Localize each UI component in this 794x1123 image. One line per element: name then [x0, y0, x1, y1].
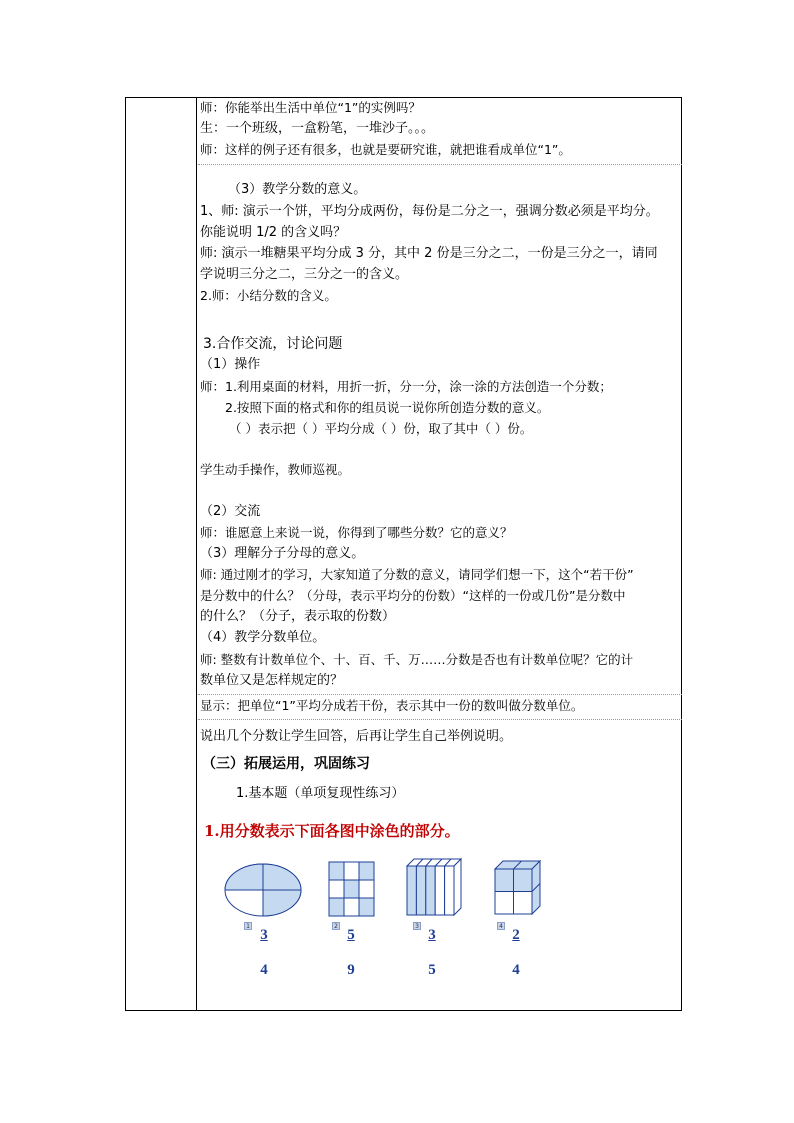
cube-figure [494, 860, 542, 916]
fraction-numerator: 3 [428, 927, 436, 943]
text-line: 说出几个分数让学生回答，后再让学生自己举例说明。 [200, 729, 513, 744]
text-line: 显示：把单位“1”平均分成若干份，表示其中一份的数叫做分数单位。 [200, 698, 584, 713]
fraction-numerator: 2 [512, 927, 520, 943]
dotted-separator [198, 164, 682, 165]
fraction-denominator: 4 [260, 962, 268, 978]
figure-marker: 4 [497, 922, 505, 930]
text-line: 生：一个班级，一盒粉笔，一堆沙子。。。 [200, 121, 435, 136]
fraction-denominator: 4 [512, 962, 520, 978]
figure-marker: 1 [244, 922, 252, 930]
figure-marker: 2 [332, 922, 340, 930]
section-heading: （三）拓展运用，巩固练习 [202, 756, 370, 772]
text-line: （1）操作 [200, 357, 261, 372]
text-line: （2）交流 [200, 504, 261, 519]
text-line: 的什么？（分子，表示取的份数） [200, 609, 396, 624]
text-line: 学生动手操作，教师巡视。 [200, 462, 351, 477]
text-line: （3）理解分子分母的意义。 [200, 546, 365, 561]
text-line: 2.师：小结分数的含义。 [200, 288, 337, 303]
lesson-content [198, 98, 682, 1010]
text-line: 师：1.利用桌面的材料，用折一折，分一分，涂一涂的方法创造一个分数； [200, 379, 612, 394]
fraction-denominator: 5 [428, 962, 436, 978]
fraction-denominator: 9 [347, 962, 355, 978]
prism-figure [406, 858, 462, 916]
text-line: 师: 整数有计数单位个、十、百、千、万……分数是否也有计数单位呢？它的计 [200, 652, 634, 667]
fraction-numerator: 5 [347, 927, 355, 943]
fill-in-template: （ ）表示把（ ）平均分成（ ）份，取了其中（ ）份。 [229, 421, 533, 436]
text-line: 师: 通过刚才的学习，大家知道了分数的意义，请同学们想一下，这个“若干份” [200, 567, 634, 582]
section-heading: 3.合作交流，讨论问题 [203, 336, 343, 352]
grid-figure [328, 861, 376, 917]
exercise-title: 1.用分数表示下面各图中涂色的部分。 [204, 822, 460, 840]
lesson-table [125, 97, 682, 1011]
text-line: 你能说明 1/2 的含义吗？ [200, 225, 347, 240]
text-line: 2.按照下面的格式和你的组员说一说你所创造分数的意义。 [225, 400, 550, 415]
text-line: 师: 演示一堆糖果平均分成 3 分，其中 2 份是三分之二，一份是三分之一，请同 [200, 246, 658, 261]
text-line: 1、师: 演示一个饼，平均分成两份，每份是二分之一，强调分数必须是平均分。 [200, 204, 659, 219]
text-line: 师：你能举出生活中单位“1”的实例吗？ [200, 100, 421, 115]
text-line: （3）教学分数的意义。 [228, 182, 367, 197]
text-line: 师：这样的例子还有很多，也就是要研究谁，就把谁看成单位“1”。 [200, 142, 571, 157]
dotted-separator [198, 694, 682, 695]
text-line: 学说明三分之二，三分之一的含义。 [200, 267, 409, 282]
text-line: 数单位又是怎样规定的？ [200, 673, 344, 688]
text-line: 是分数中的什么？（分母，表示平均分的份数）“这样的一份或几份”是分数中 [200, 588, 626, 603]
ellipse-figure [224, 863, 302, 917]
text-line: 师：谁愿意上来说一说，你得到了哪些分数？它的意义？ [200, 525, 513, 540]
fraction-numerator: 3 [260, 927, 268, 943]
figure-marker: 3 [413, 922, 421, 930]
dotted-separator [198, 719, 682, 720]
column-divider [196, 98, 197, 1010]
text-line: （4）教学分数单位。 [200, 630, 326, 645]
text-line: 1.基本题（单项复现性练习） [236, 786, 405, 801]
